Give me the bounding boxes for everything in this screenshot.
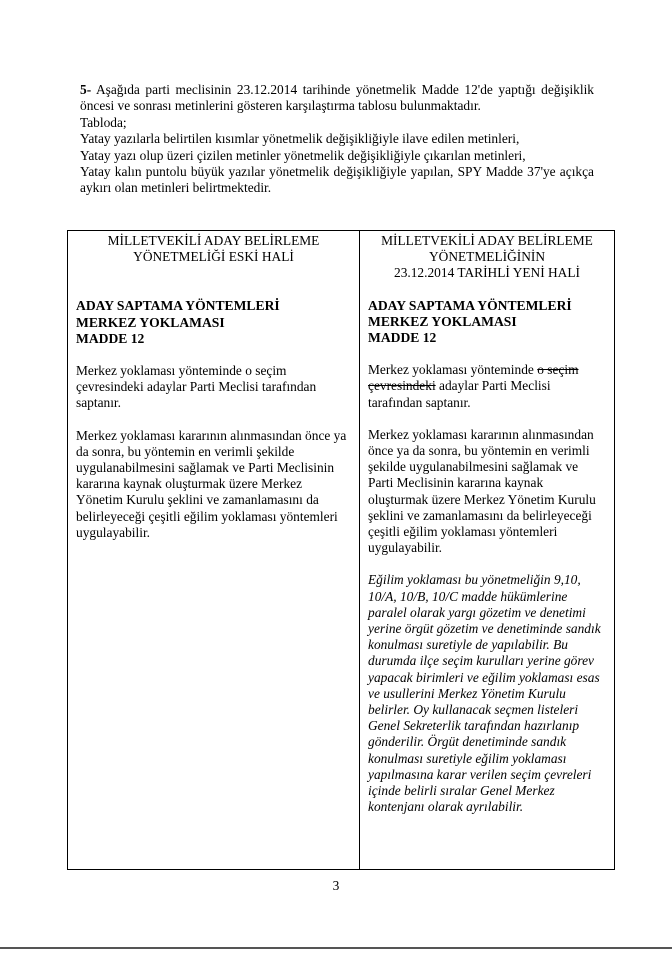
old-title-2: MERKEZ YOKLAMASI xyxy=(76,314,225,330)
intro-paragraph-2: Tabloda; xyxy=(80,114,127,130)
new-title-3: MADDE 12 xyxy=(368,330,437,346)
page-number: 3 xyxy=(332,878,340,893)
comparison-table xyxy=(67,230,615,870)
old-paragraph-1: Merkez yoklaması yönteminde o seçim çevresindeki adaylar Parti Meclisi tarafından saptanır. xyxy=(76,363,317,411)
intro-paragraph-1 xyxy=(80,82,594,115)
new-title-2: MERKEZ YOKLAMASI xyxy=(368,313,517,329)
added-paragraph: Eğilim yoklaması bu yönetmeliğin 9,10, 10/A, 10/B, 10/C madde hükümlerine paralel olarak yargı gözetim ve denetimi yerine örgüt gözetim ve denetiminde sandık konulması suretiyle de yapılabilir. Bu durumda ilçe seçim kurulları yerine görev yapacak birimleri ve eğilim yoklaması esas ve usullerini Merkez Yönetim Kurulu belirler. Oy kullanacak seçmen listeleri Genel Sekreterlik tarafından hazırlanıp gönderilir. Örgüt denetiminde sandık konulması suretiyle eğilim yoklaması yapılmasına karar verilen seçim çevreleri içinde belirli sıralar Genel Merkez kontenjanı olarak ayrılabilir. xyxy=(368,572,601,815)
old-header-line-2: YÖNETMELİĞİ ESKİ HALİ xyxy=(133,249,294,265)
new-header-line-1: MİLLETVEKİLİ ADAY BELİRLEME xyxy=(381,233,593,248)
old-paragraph-2: Merkez yoklaması kararının alınmasından önce ya da sonra, bu yöntemin en verimli şekilde uygulanabilmesini sağlamak ve Parti Meclisinin kararına kaynak oluşturmak üzere Merkez Yönetim Kurulu şeklini ve zamanlamasını da belirleyeceği çeşitli eğilim yoklaması yöntemleri uygulayabilir. xyxy=(76,427,347,540)
intro-paragraph-3: Yatay yazılarla belirtilen kısımlar yönetmelik değişikliğiyle ilave edilen metinleri, xyxy=(80,131,520,147)
removed-text: o seçim çevresindeki xyxy=(368,362,579,394)
page-bottom-divider xyxy=(0,947,672,949)
new-paragraph-1-end: adaylar Parti Meclisi tarafından saptanır. xyxy=(368,378,551,410)
new-paragraph-1-start: Merkez yoklaması yönteminde xyxy=(368,362,534,378)
intro-text-1: Aşağıda parti meclisinin 23.12.2014 tarihinde yönetmelik Madde 12'de yaptığı değişiklik öncesi ve sonrası metinlerini gösteren karşılaştırma tablosu bulunmaktadır. xyxy=(80,82,595,114)
intro-paragraph-5: Yatay kalın puntolu büyük yazılar yönetmelik değişikliğiyle yapılan, SPY Madde 37'ye açıkça aykırı olan metinleri belirtmektedir. xyxy=(80,164,594,196)
new-version-cell xyxy=(360,231,615,870)
new-paragraph-1 xyxy=(368,362,606,411)
old-header-line-1: MİLLETVEKİLİ ADAY BELİRLEME xyxy=(107,233,320,248)
old-title-3: MADDE 12 xyxy=(76,330,145,346)
table-row xyxy=(68,231,615,870)
old-title-1: ADAY SAPTAMA YÖNTEMLERİ xyxy=(76,298,280,314)
new-header-line-2: YÖNETMELİĞİNİN xyxy=(428,249,546,265)
new-header-line-3: 23.12.2014 TARİHLİ YENİ HALİ xyxy=(394,265,580,281)
item-number: 5- xyxy=(80,82,92,97)
new-title-1: ADAY SAPTAMA YÖNTEMLERİ xyxy=(368,297,572,313)
old-version-cell xyxy=(68,231,360,870)
new-paragraph-2: Merkez yoklaması kararının alınmasından önce ya da sonra, bu yöntemin en verimli şekilde uygulanabilmesini sağlamak ve Parti Meclisinin kararına kaynak oluşturmak üzere Merkez Yönetim Kurulu şeklini ve zamanlamasını da belirleyeceği çeşitli eğilim yoklaması yöntemleri uygulayabilir. xyxy=(368,426,596,556)
intro-paragraph-4: Yatay yazı olup üzeri çizilen metinler yönetmelik değişikliğiyle çıkarılan metinleri, xyxy=(80,147,526,163)
intro-section xyxy=(80,82,594,197)
